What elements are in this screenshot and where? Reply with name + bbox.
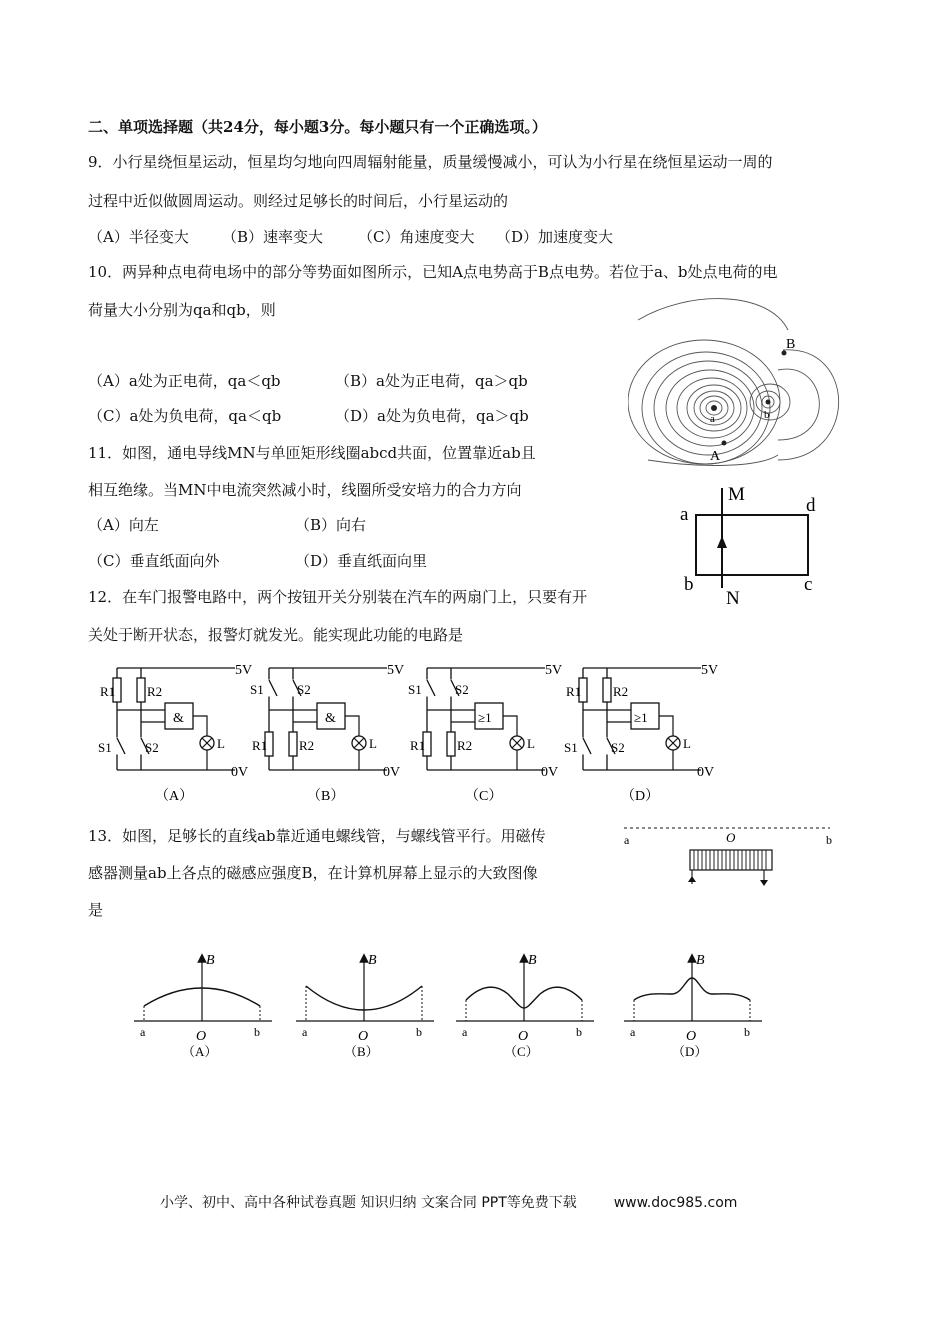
graph-b-label-a: a [302,1025,308,1039]
q11-option-b: （B）向右 [295,516,367,534]
r1-a: R1 [100,684,116,699]
circuit-figure [95,658,725,808]
q10-option-b: （B）a处为正电荷，qa＞qb [335,372,528,390]
charge-a-dot [711,405,717,411]
v-bot-b: 0V [383,765,401,780]
graph-d-caption: （D） [672,1044,708,1059]
r2-b: R2 [299,738,315,753]
graph-b-label-o: O [358,1029,369,1044]
s2-c: S2 [455,682,469,697]
label-charge-a: a [710,413,715,425]
label-N: N [726,588,740,609]
r1-d: R1 [566,684,582,699]
circuit-a-label: （A） [155,789,194,804]
r2-d: R2 [613,684,629,699]
circuit-c-label: （C） [465,789,503,804]
q10-option-c: （C）a处为负电荷，qa＜qb [88,407,282,425]
label-a: a [680,504,689,525]
gate-c-symbol: ≥1 [478,710,492,725]
q12-line2: 关处于断开状态，报警灯就发光。能实现此功能的电路是 [88,626,464,644]
graph-d-label-a: a [630,1025,636,1039]
q13-line1: 13．如图，足够长的直线ab靠近通电螺线管，与螺线管平行。用磁传 [88,827,546,845]
graph-a-caption: （A） [182,1044,218,1059]
label-charge-b: b [764,409,770,421]
graph-a-label-b: b [254,1025,260,1039]
s2-a: S2 [145,740,159,755]
r1-b: R1 [252,738,268,753]
wire-coil-figure [676,478,826,610]
b-field-graphs [130,948,780,1068]
lamp-b: L [369,736,377,751]
s1-c: S1 [408,682,422,697]
s1-b: S1 [250,682,264,697]
lamp-a: L [217,736,225,751]
q10-option-a: （A）a处为正电荷，qa＜qb [88,372,281,390]
graph-c-caption: （C） [504,1044,539,1059]
graph-c [456,953,594,1059]
graph-b-label-b: b [416,1025,422,1039]
circuit-b-label: （B） [307,789,345,804]
label-point-B: B [786,337,796,352]
q11-option-c: （C）垂直纸面向外 [88,552,220,570]
charge-b-dot [766,400,771,405]
solenoid-label-a: a [624,833,630,847]
label-d: d [806,495,816,516]
solenoid-label-b: b [826,833,832,847]
q9-option-b: （B）速率变大 [222,228,324,246]
solenoid-label-o: O [726,830,736,845]
r2-a: R2 [147,684,163,699]
q11-option-a: （A）向左 [88,516,159,534]
q10-option-d: （D）a处为负电荷，qa＞qb [335,407,529,425]
s1-a: S1 [98,740,112,755]
v-bot-a: 0V [231,765,249,780]
footer-text: 小学、初中、高中各种试卷真题 知识归纳 文案合同 PPT等免费下载 [160,1195,577,1211]
v-top-c: 5V [545,663,563,678]
lamp-d: L [683,736,691,751]
label-M: M [728,484,745,505]
graph-c-label-o: O [518,1029,529,1044]
label-c: c [804,574,813,595]
q11-option-d: （D）垂直纸面向里 [295,552,428,570]
gate-a-symbol: & [173,711,184,726]
graph-c-label-a: a [462,1025,468,1039]
v-top-a: 5V [235,663,253,678]
r1-c: R1 [410,738,426,753]
graph-a-label-a: a [140,1025,146,1039]
q11-line2: 相互绝缘。当MN中电流突然减小时，线圈所受安培力的合力方向 [88,481,522,499]
q9-option-c: （C）角速度变大 [358,228,475,246]
graph-c-label-b: b [576,1025,582,1039]
r2-c: R2 [457,738,473,753]
v-top-b: 5V [387,663,405,678]
q9-option-a: （A）半径变大 [88,228,189,246]
circuit-c [408,668,545,804]
graph-d-label-b: b [744,1025,750,1039]
graph-b-caption: （B） [344,1044,379,1059]
circuit-b [250,668,387,804]
q9-line2: 过程中近似做圆周运动。则经过足够长的时间后，小行星运动的 [88,192,509,210]
equipotential-figure [628,290,868,470]
gate-b-symbol: & [325,711,336,726]
circuit-a [98,668,235,804]
s1-d: S1 [564,740,578,755]
label-b: b [684,574,694,595]
graph-a-axis-label: B [206,953,215,968]
circuit-d [564,668,701,804]
v-bot-c: 0V [541,765,559,780]
lamp-c: L [527,736,535,751]
graph-a-label-o: O [196,1029,207,1044]
v-bot-d: 0V [697,765,715,780]
graph-b-axis-label: B [368,953,377,968]
q13-line3: 是 [88,901,104,919]
graph-a [134,953,272,1059]
q10-line1: 10．两异种点电荷电场中的部分等势面如图所示，已知A点电势高于B点电势。若位于a、b处点电荷的电 [88,263,778,281]
footer [160,1192,737,1212]
q9-option-d: （D）加速度变大 [496,228,614,246]
s2-b: S2 [297,682,311,697]
section-title: 二、单项选择题（共24分，每小题3分。每小题只有一个正确选项。） [88,118,547,136]
q10-line2: 荷量大小分别为qa和qb，则 [88,301,276,319]
graph-d-axis-label: B [696,953,705,968]
q13-line2: 感器测量ab上各点的磁感应强度B，在计算机屏幕上显示的大致图像 [88,864,538,882]
footer-url[interactable]: www.doc985.com [613,1195,738,1211]
gate-d-symbol: ≥1 [634,710,648,725]
q12-line1: 12．在车门报警电路中，两个按钮开关分别装在汽车的两扇门上，只要有开 [88,588,588,606]
s2-d: S2 [611,740,625,755]
q9-line1: 9．小行星绕恒星运动，恒星均匀地向四周辐射能量，质量缓慢减小，可认为小行星在绕恒星运动一周的 [88,153,773,171]
circuit-d-label: （D） [621,789,660,804]
point-a-dot [722,441,727,446]
graph-d [624,953,762,1059]
label-point-A: A [710,449,721,464]
v-top-d: 5V [701,663,719,678]
graph-b [296,953,434,1059]
q11-line1: 11．如图，通电导线MN与单匝矩形线圈abcd共面，位置靠近ab且 [88,444,536,462]
graph-c-axis-label: B [528,953,537,968]
graph-d-label-o: O [686,1029,697,1044]
solenoid-figure [620,818,840,890]
